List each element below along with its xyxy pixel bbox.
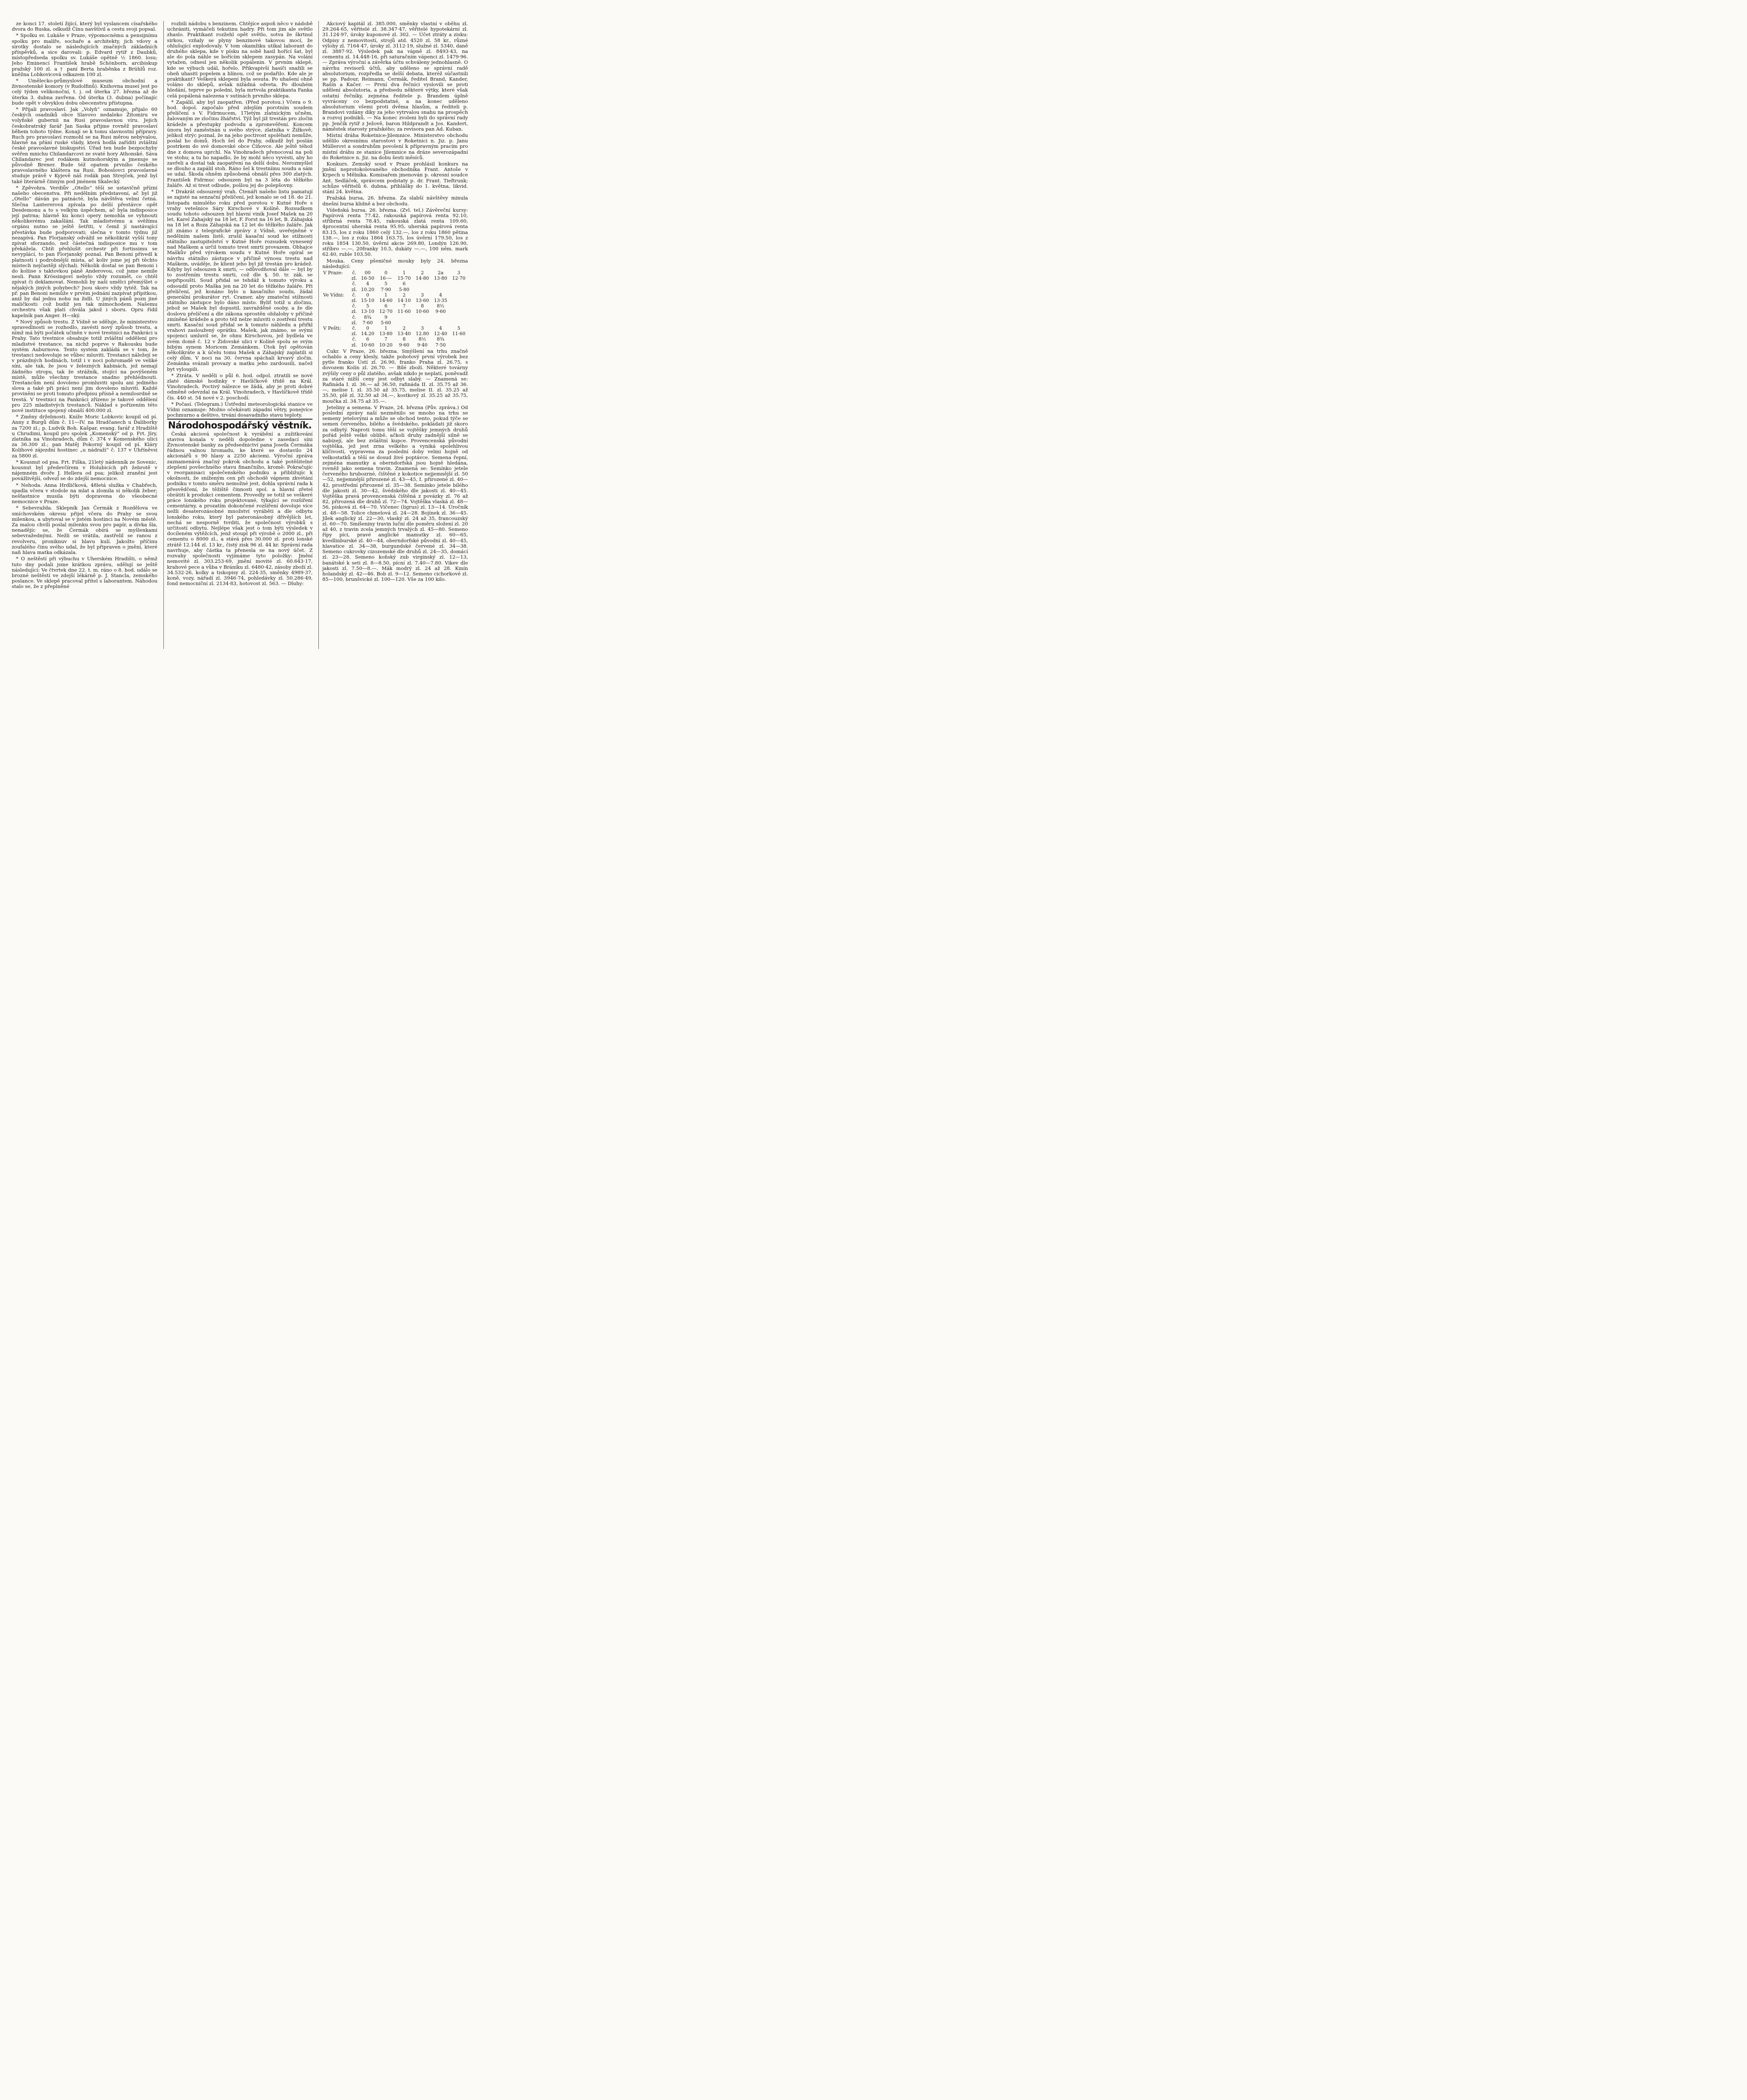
table-cell: 7·60 [363,320,373,326]
table-row [322,326,468,331]
table-cell: č. [352,281,357,287]
market-paragraph: Jeteliny a semena. V Praze, 24. března (Pův. zpráva.) Od poslední zprávy naší nezměnilo se mnoho na trhu se semeny jetelovými a může se obchod tento, pokud týče se semen červeného, bílého a švédského, pokládati již skoro za odbytý. Naproti tomu těší se vojtěšky jemných druhů pořád ještě velké oblibě, ačkoli druhy zadnější silně se nabízejí, ale bez zvláštní kupce. Provencenská původní vojtěška, jež jest zrna velkého a vyniká spolehlivou klíčivostí, vypravena za poslední doby velmi hojně od velkostatků a těší se dosud živé poptávce. Semena řepní, zejména mamutky a oberndorfská jsou hojně hledána, rovněž jako semena travin. Znamená se: Semínko jetele červeného hrubozrné, čištěné z kokotice nejjemnější zl. 50—52, nejjemnější přirozené zl. 43—45, I. přirozené zl. 40—42, prostřední přirozené zl. 35—38. Semínko jetele bílého dle jakosti zl. 30—42, švédského dle jakosti zl. 40—45. Vojtěška pravá provencenská čištěná z povázky zl. 76 až 82, přirozená dle druhů zl. 72—74. Vojtěška vlaská zl. 48—56, písková zl. 64—70. Vičenec (ligrus) zl. 13—14. Úročník zl. 48—58. Tolice chmelová zl. 24—28. Bojínek zl. 36—45. Jílek anglický zl. 22—30, vlaský zl. 24 až 35, francouzský zl. 60—70. Smíšeniny travin luční dle poměru složení zl. 20 až 40, z travin zcela jemných trvalých zl. 45—80. Semeno řípy píci, pravé anglické mamutky zl. 60—65, kvedlinburské zl. 40—44, oberndorfské původní zl. 40—45, hlavatice zl. 34—38, burgundské červené zl. 34—38. Semeno cukrovky cizozemské dle druhů zl. 24—35, domácí zl. 23—28. Semeno koňský zub virginský zl. 12—13, banátské k seti zl. 8—8.50, pícní zl. 7.40—7.80. Vikev dle jakosti zl. 7.50—8.—. Mák modrý zl. 24 až 28. Kmín holandský zl. 42—46. Bob zl. 9—12. Semeno cichorkové zl. 85—100, brunšvické zl. 100—120. Vše za 100 kilo. [322,404,468,583]
table-cell: 13·60 [415,297,429,303]
table-cell: 8½ [418,336,426,342]
table-cell: 6 [402,281,406,287]
table-cell [450,303,468,309]
table-row [322,342,468,348]
table-cell: 4 [439,325,442,331]
table-cell: 13·10 [361,309,375,315]
table-cell: 13·40 [397,331,411,337]
table-cell: 6 [366,336,369,342]
table-cell: č. [352,303,357,309]
table-cell: 8 [402,336,406,342]
column-1 [12,21,159,649]
table-cell: 1 [384,325,388,331]
table-cell [322,298,350,303]
table-cell: 7 [384,336,388,342]
table-cell: 3 [457,270,460,276]
table-cell: zl. [351,320,357,326]
table-cell: 5 [384,281,388,287]
table-cell: 2a [438,270,444,276]
newspaper-page [12,21,470,649]
table-cell: 00 [365,270,371,276]
table-cell: 0 [366,325,369,331]
table-cell: 15·10 [361,297,375,303]
table-cell: 12·70 [452,276,466,281]
table-cell: V Pešti: [323,325,341,331]
table-cell: 11·60 [452,331,466,337]
table-row [322,270,468,276]
column-2 [163,21,315,649]
table-cell: 12·70 [379,309,393,315]
flour-price-table [322,270,468,348]
table-cell: 13·35 [434,297,447,303]
table-cell: 9·60 [399,342,410,348]
table-cell [322,320,350,326]
table-cell: Ve Vídni: [323,292,344,298]
article-paragraph: ze konci 17. století žijící, který byl vyslancem císařského dvora do Ruska, odkudž Čínu navštívil a cestu svoji popsal. [12,21,158,32]
article-paragraph: * Zpěvohra. Verdiův „Otello“ těší se ustavičně přízni našeho obecenstva. Při nedělním představení, ač byl již „Otello“ dáván po patnácté, byla návštěva velmi četná. Slečna Lantererová zpívala po delší přestávce opět Desdemonu a to s velkým úspěchem, ač byla indisposice její patrna; hlavně ku konci opery nemohla se vyhnouti několikerému zakašlání. Tak mladistvému a svěžímu orgánu nutno se ještě šetřiti, v čemž jí nastávající přestávka bude podporovati; slečna v tomto týdnu již nezapívá. Pan Florjanský odvážil se několikrát vyšší tony zpívat sforzando, než částečná indisposice mu v tom překážela. Chtít přehlušit orchestr při fortissimu se nevyplácí, to pan Florjanský poznal. Pan Benoni přivedl k platnosti i podrobnější místa, ač koliv jsme jej při těchto místech nejčastěji slýchali. Několik dostal se pan Benoni i do koliise s taktovkou páně Anderovou, což jsme nemile nesli. Pann Krössingoví nebylo vždy rozumět, co chtěl zpívat či deklamovat. Nemohli by naši umělci přemýšlet o nějakých jiných pohybech? Jsou skoro vždy tytéž. Tak na př. pan Benoni nemůže v prvém jednání zazpívat přípitkou, aniž by dal jednu nohu na židli. U jiných pánů pozn jiné maličkosti: což budiž jen tak mimochodem. Našemu orchestru však platí chvála jakož i sboru. Opru řídil kapelník pan Anger. H—ský. [12,184,158,318]
table-cell [322,331,350,336]
table-row [322,320,468,326]
table-cell: 14.20 [361,331,375,337]
table-cell: zl. [351,309,357,315]
table-cell: 3 [420,292,424,298]
article-paragraph: * Spolku sv. Lukáše v Praze, výpomocnému a pensijnímu spolku pro malíře, sochaře a architekty, jich vdovy a sirotky dostalo se následujících značných základních příspěvků, a sice darovali: p. Edvard rytíř z Daubků, místopředseda spolku sv. Lukáše opětně ½ 1860. losu; Jeho Eminencí František hrabě Schönborn, arcibiskup pražský 100 zl. a † paní Berta hraběnka z Brühlů roz. kněžna Lobkovicová odkazem 100 zl. [12,32,158,77]
table-cell [322,336,350,342]
table-cell [431,315,449,320]
table-cell: zl. [351,297,357,303]
table-cell: 16·50 [361,276,375,281]
table-cell: 13·80 [434,276,447,281]
article-paragraph: * Nehoda. Anna Hrdličková, 48letá služka v Chabřech, spadla včera v stodole na mlat a zlomila si několik žeber; nešťastnice musila býti dopravena do všeobecné nemocnice v Praze. [12,482,158,505]
table-cell [322,342,350,348]
table-cell [450,320,468,326]
article-paragraph: * O neštěstí při výbuchu v Uherském Hradišti, o němž tuto dny podali jsme krátkou zprávu, sdělují se ještě následující: Ve čtvrtek dne 22. t. m. ráno o 8. hod. událo se brozné neštěstí ve zdejší lékárně p. J. Stancla, zemského poslance. Ve sklepě pracoval přítel s laborantem. Náhodou stalo se, že z přeplněné [12,556,158,590]
section-title: Národohospodářský věstník. [168,420,312,431]
table-cell [450,342,468,348]
table-cell: 9·60 [435,309,446,315]
article-paragraph: * Přijali pravoslaví. Jak „Volyň“ oznamuje, přijalo 60 českých osadníků obce Slavovo nedaleko Žitomiru ve volyňské gubernii na Rusi pravoslavnou víru. Jejich českobratrský farář Jan Saska přijme rovněž pravoslaví během tohoto týdne. Konají se k tomu slavnostní přípravy. Ruch pro pravoslaví rozmohl se na Rusi měrou nebývalou, hlavně na přání ruské vlády, která hodlá zaříditi zvláštní české pravoslavné biskupství. Úřad ten bude bezpochyby svěřen mnichu Chilandarcovi ze svaté hory Athonské. Sáva Chilandarec jest rodákem kutnohorským a jmenuje se původně Brener. Bude též opatem prvního českého pravoslavného kláštera na Rusi. Bohoslovci pravoslavné studuje právě v Kyjevě náš rodák pan Strejček, jenž byl také literárně činným pod jménem Skalecký. [12,106,158,184]
table-cell [413,320,431,326]
table-cell: 0 [366,292,369,298]
table-cell [450,292,468,298]
article-paragraph: * Zapálil, aby byl zaopatřen. (Před porotou.) Včera o 9. hod. dopol. započalo před zdejším porotním soudem přelíčení s V. Fidrmucem, 17letým zlatnickým učněm, žalovaným ze zločinu žhářství. Týž byl již trestán pro zločin krádeže a přestupky podvodu a zpronevěření. Koncem února byl zaměstnán u svého strýce, zlatníka v Žižkově; jelikož strýc poznal, že na jeho poctivost spoléhati nemůže, poslal ho domů. Hoch šel do Prahy, odkudž byl poslán postrkem do své domovské obce Číňovce. Ale ještě téhož dne z domova uprchl. Na Vinohradech přenocoval na poli ve stohu; a tu ho napadlo, že by mohl něco vyvésti, aby ho zavřeli a dostal tak zaopatření na delší dobu. Nerozmyšlel se dlouho a zapálil stoh. Ráno šel k trestnímu soudu a sám se udal. Škoda ohněm způsobená obnáší přes 300 zlatých. František Fidrmuc odsouzen byl na 3 léta do těžkého žaláře. Až si trest odbude, pošlou jej do polepšovny. [167,99,313,188]
article-paragraph: * Kousnut od psa. Frt. Fiška, 21letý nádenník ze Sovenic, kousnut byl předevčírem v Holubicích při žebrotě v nájemném dvoře J. Hellera od psa; jelikož zranění jest povážlivější, odvezl se do zdejší nemocnice. [12,459,158,482]
table-cell: zl. [351,331,357,337]
table-cell [450,281,468,286]
table-cell: zl. [351,276,357,281]
table-row [322,303,468,309]
table-cell: 7·50 [435,342,446,348]
table-cell [431,281,449,286]
table-cell: 0 [384,270,388,276]
table-cell: 11·60 [397,309,411,315]
market-paragraph: Konkurs. Zemský soud v Praze prohlásil konkurs na jmění neprotokolovaného obchodníka Frant. Antoše v Krpech u Mělníka. Komisařem jmenován p. okresní soudce Ant. Sedláček, správcem podstaty p. dr. Frant. Tieftrunk; schůze věřitelů 6. dubna, přihlášky do 1. května, likvid. stání 24. května. [322,161,468,195]
table-cell: 9 [384,314,388,320]
table-cell: 8½ [437,303,444,309]
table-cell: 7 [402,303,406,309]
table-cell: č. [352,292,357,298]
table-cell [395,320,413,326]
table-cell: 2 [402,292,406,298]
table-cell: 10.20 [361,286,375,292]
table-row [322,309,468,314]
table-cell [450,298,468,303]
table-cell [322,315,350,320]
table-row [322,336,468,342]
table-cell [322,276,350,281]
table-cell: 7·90 [381,286,391,292]
table-cell: 4 [439,292,442,298]
table-cell: 9·40 [417,342,428,348]
table-cell: č. [352,314,357,320]
article-paragraph: rozbili nádobu s benzinem. Chtějíce aspoň něco v nádobě uchrániti, vymáčeli tekutinu hadry. Při tom jim ale světlo zhaslo. Praktikant rozžehl opět světlo, sotva že škrtnul sirkou, vzňaly se plyny benzinové takovou mocí, že ohlušující explodovaly. V tom okamžiku utíkal laborant do druhého sklepa, kde v písku na sobě hasil hořící šat, byl ale do pola náhle se bořícím sklepem zasypán. Na volání vytažen, odnesl jen několik popálenin. V prvním sklepě, kde se výbuch udál, hořelo. Přikvapivší hasiči snažili se oheň uhasiti popelem a hlínou, což se podařilo. Kde ale je praktikant? Veškerá sklepení byla sesuta. Po uhašení ohně voláno do sklepů, avšak nižádná odveta. Po dlouhém hledání, teprve po poledni, byla mrtvola praktikanta Fanka celá popálená nalezena v sutinách prvního sklepa. [167,21,313,99]
table-cell [450,287,468,292]
market-paragraph: Místní dráha Roketnice-Jilemnice. Ministerstvo obchodu udělilo okresnímu starostovi v Roketnici n. Jiz. p. Janu Müllerovi a sondruhům povolení k přípravným pracím pro místní dráhu ze stanice Jilemnice na dráze severozápadní do Roketnice n. Jiz. na dobu šesti měsíců. [322,132,468,160]
table-cell [395,315,413,320]
table-cell [450,336,468,342]
column-3 [318,21,470,649]
table-row [322,315,468,320]
table-cell [322,303,350,309]
market-paragraph: Pražská bursa, 26. března. Za slabší návštěvy minula dnešní bursa klidně a bez obchodu. [322,195,468,207]
table-cell: 6 [384,303,388,309]
table-cell: 14·60 [379,297,393,303]
table-cell: 3 [420,325,424,331]
article-paragraph: Česká akciová společnost k vyrábění a zužitkování staviva konala v neděli dopoledne v zasedací síni Živnostenské banky za předsednictví pana Josefa Čermáka řádnou valnou hromadu, ke které se dostavilo 24 akcionářů s 90 hlasy a 2250 akciemi. Výroční zpráva zaznamenává značný pokrok obchodu a také potěšitelné zlepšení povšechného stavu finančního, kromě: Pokračujíc v reorganisaci společenského podniku a přibližujíc k okolnosti, že sníženým cen při obchodě vápnem zkvétání podniku v tomto směru nemožné jest, dohla správní rada k přesvědčení, že těžiště činnosti spol. a hlavní zřetel obrátiti k produkci cementem. Provedly se totiž se veškeré práce lonského roku projektované, týkající se rozšíření cementárny, a prozatím dokončené rozšíření dovoluje více nežli desaterozásobné množství vyráběti a dle odbytu lonského roku, který byl pateronásobný dřívějších let, nechá se nesporně tvrditi, že společnost výrobků s určitostí odbytu. Nejlépe však jest o tom býti výsledek v docíleném výtěžcích, jenž stoupl při výrobě o 2000 zl., při cementu o 8000 zl., a stává přes 30.000 zl. proti lonské ztrátě 12.144 zl. 13 kr., čistý zisk 96 zl. 44 kr. Správní rada navrhuje, aby částka ta přenesla se na nový účet. Z rozvahy společnosti vyjímáme tyto položky: Jmění nemovité zl. 303.253·69, jmění movité zl. 60.643·17, krahové pece a vůba v Bráníku zl. 6480·42, zásoby zboží zl. 34.532·26, kolky a tiskopisy zl. 224·35, směnky 4989·37, koně, vozy, nářadí zl. 3946·74, pohledávky zl. 50.286·49, fond nemocniční zl. 2134·83, hotovost zl. 563. — Dluhy: [167,430,313,587]
table-cell: č. [352,325,357,331]
table-cell: 2 [420,270,424,276]
section-rule [167,419,313,420]
table-cell [450,309,468,314]
article-paragraph: * Počasí. (Telegram.) Ústřední meteorologická stanice ve Vídni oznamuje: Možno očekávati západní větry, ponejvíce pochmurno a deštivo, trvání dosavadního stavu teploty. [167,401,313,418]
article-paragraph: * Umělecko-průmyslové museum obchodní a živnostenské komory (v Rudolfinů). Knihovna museí jest po celý týden velikonoční, t. j. od úterka 27. března až do úterka 3. dubna zavřena. Od úterka (3. dubna) počínajíc bude opět v obvyklou dobu obecenstvu přístupna. [12,78,158,106]
table-cell [413,287,431,292]
table-cell [413,315,431,320]
table-row [322,331,468,336]
table-cell: 5·80 [399,286,410,292]
table-cell: 10·60 [361,342,375,348]
table-cell: V Praze: [323,270,343,276]
table-cell: 10·20 [379,342,393,348]
table-cell [413,281,431,286]
table-cell: zl. [351,342,357,348]
table-cell: zl. [351,286,357,292]
table-cell: 13·80 [379,331,393,337]
table-cell: 1 [402,270,406,276]
table-cell: 4 [366,281,369,287]
article-paragraph: * Změny držebnosti. Kníže Moric Lobkovic koupil od pí. Anny z Burgů dům č. 11—IV. na Hradčanech u Daliborky za 7200 zl.; p. Ludvík Boh. Kašpar, evang. farář z Hradiště u Chrudimi, koupil pro spolek „Komenský“ od p. Frt. Jíry, zlatníka na Vinohradech, dům č. 374 v Komenského ulici za 36.300 zl.; pan Matěj Pokorný koupil od pí. Kláry Kolihové zájezdní hostinec „u nádraží“ č. 137 v Uhříněvsi za 5800 zl. [12,414,158,459]
market-paragraph: Mouka. Ceny pšeničné mouky byly 24. března následující: [322,257,468,269]
table-cell: 16·— [380,276,392,281]
table-cell: 5·60 [381,320,391,326]
table-cell: 8¾ [437,336,444,342]
table-cell: 12.80 [415,331,429,337]
table-row [322,292,468,298]
table-cell [322,309,350,314]
table-cell [431,320,449,326]
table-cell: 8 [420,303,424,309]
table-cell: 5 [457,325,460,331]
table-cell: 14·80 [415,276,429,281]
table-cell [322,287,350,292]
market-paragraph: Akciový kapitál zl. 385.000, směnky vlastní v oběhu zl. 29.264·65, věřitelé zl. 38.347·47, věřitelé hypotekární zl. 31.124·97, úroky kuponové zl. 302. — Účet ztráty a zisku: Odpisy z nemovitostí, strojů atd. 4520 zl. 58 kr., různé výlohy zl. 7164·47, úroky zl. 3112·19, služné zl. 5340, daně zl. 3887·92. Výsledek pak na vápně zl. 8493·43, na cementu zl. 14.448·16, při saturačním vápenci zl. 1479·96. — Zpráva výroční a závěrka účtu schváleny jednohlasně. O návrhu revisorů účtů, aby uděleno se správní radě absolutorium, rozpředla se delší debata, kteréž súčastnili se pp. Padour, Reimann, Čermák, ředitel Brand, Kander, Rašín a Kačer. — První dva řečníci vyslovili se proti udělení absolutoria, a předsedu některé výtky, které však ostatní řečníky, zejména ředitele p. Brandem úplně vyvráceny co bezpodstatné, a na konec uděleno absolutorium všemi proti dvěma hlasům, a řediteli p. Brandovi vzdány díky za jeho vytrvalou snahu na prospěch a rozvoj podniků. — Na konec zvoleni byli do správní rady pp. Jenčík rytíř z Ježově, baron Hildprandt a Jos. Kandert, náměstek starosty pražského; za revisora pan Ad. Kuban. [322,21,468,132]
table-cell: 15·70 [397,276,411,281]
table-cell [431,287,449,292]
article-paragraph: * Drakrát odsouzený vrah. Čtenáři našeho listu pamatují se zajisté na senzační přelíčení, jež konalo se od 18. do 21. listopadu minulého roku před porotou v Kutné Hoře s vrahy vetešnice Sáry Kirschové v Kolíně. Rozsudkem soudu tohoto odsouzen byl hlavní viník Josef Mašek na 20 let, Karel Zahajský na 18 let, F. Forst na 16 let, B. Záhajská na 18 let a Roza Záhajská na 12 let do těžkého žaláře. Jak již známo z telegrafické zprávy z Vídně, uveřejněné v nedělním našem listě, zrušil kasační soud ke stížnosti státního zastupitelství v Kutné Hoře rozsudek vynesený nad Maškem a určil tomuto trest smrti provazem. Obhajce Maškův před výrokem soudu v Kutné Hoře opíral se návrhu státního zástupce v příčině výnosu trestu nad Maškem, uváděje, že klient jeho byl již trestán pro krádež. Kdyby byl odsouzen k smrti, — odůvodňoval dále — byl by to zostřením trestu smrti, což dle §. 50. tr. zák. se nepřipouští. Soud přidal se tehdáž k tomuto výroku a odsoudil proto Maška jen na 20 let do těžkého žaláře. Při přelíčení, jež konáno bylo u kasačního soudu, žádal generální prokurátor ryt. Cramer, aby zmateční stížnosti státního zástupce bylo dáno místo. Byliť totiž u zločinu, jehož se Mašek byl dopustil, zavražděné osoby, a že dle doslovu přelíčení a dle zákona sprostěn obžaloby v příčině zmíněné krádeže a proto též nelze mluviti o zostření trestu smrti. Kasační soud přidal se k tomuto náhledu a přiřkl vrahovi zasloužený oprátku. Mašek, jak známo, se svými spojenci umluvil se, že ohnu Kirschovou, jež bydlela ve svém domě č. 12 v Židovské ulici v Kolíně spolu se svým bibým synem Moricem Zemánkem. Útok byl opětován několikráte a k účelu tomu Mašek a Záhajský zaplatili si celý dům. V noci na 30. června spáchali krvavý zločin. Zemánka svázali provazy a matku jeho zardousili, načež byt vyloupili. [167,189,313,372]
table-row [322,281,468,286]
table-row [322,298,468,303]
table-cell: 14·10 [397,297,411,303]
table-cell: 5 [366,303,369,309]
table-cell: č. [352,336,357,342]
article-paragraph: * Nový způsob trestu. Z Vídně se sděluje, že ministerstvo spravedlnosti se rozhodlo, zavésti nový způsob trestu, a nímž má býti počátek učiněn v nové trestnici na Pankráci u Prahy. Tato trestnice obsahuje totiž zvláštní oddělení pro mladistvé trestance, na nichž poprve v Rakousku bude systém Auburnova. Tento systém zakládá se v tom, že trestanci nedovoluje se vůbec mluviti. Trestanci náležejí se v prázdných hodinách, totiž i v noci pohromadě ve veliké síni, ale tak, že jsou v železných kabinách, jež nemají žádného stropu, tak že strážník, stojící na povýšeném místě, může všechny trestance snadno přehlédnouti. Trestancům není dovoleno promluviti spolu ani jediného slova a také při práci není jim dovoleno mluviti. Každé proviněni se proti tomuto předpisu přísně a nemilosrdně se trestá. V trestnici na Pankráci zřízeno je takové oddělení pro 225 mladistvých trestanců. Náklad s pořízením této nové instituce spojený obnáší 400.000 zl. [12,318,158,414]
table-row [322,276,468,281]
article-paragraph: * Ztráta. V neděli o půl 6. hod. odpol. ztratili se nové zlaté dámské hodinky v Havlíčkově třídě na Král. Vinohradech. Poctivý nálezce se žádá, aby je proti dobré odměně odevzdal na Král. Vinohradech, v Havlíčkově třídě čís. 440 st. 54 nové v 2. poschodí. [167,372,313,401]
article-paragraph: * Sebevražda. Sklepník Jan Čermák z Rozdělova ve smíchovském okresu přijel včera do Prahy se svou milenkou, a ubytoval se v jistém hostinci na Novém městě. Za malou chvíli poslal milenku svou pro papír, a dívka šla, nenadějíc se, že Čermák obírá se myšlenkami sebevražednými. Nežli se vrátila, zastřelil se ranou z revolveru, proniknuv si hlavu kulí. Jakožto příčinu zoufalého činu svého udal, že byl připraven o jmění, které naň hlava matka odkázala. [12,505,158,556]
table-cell: 2 [402,325,406,331]
table-cell: 12·40 [434,331,447,337]
table-cell: č. [352,270,357,276]
table-row [322,287,468,292]
market-paragraph: Cukr. V Praze, 26. března. Smýšlení na trhu značně ochablo a ceny klesly, takže pohotový první výrobek bez pytle franko Ústí zl. 26.90, franko Praha zl. 26.75, s dovozem Kolín zl. 26.70. — Bílé zboží. Některé továrny zvýšily ceny o půl zlatého, avšak nikdo je neplatí, poněvadž za staré nižší ceny jest odbyt slabý. — Znamená se: Rafináda I. zl. 36.— až 36.50, rafináda II. zl. 35.75 až 36.—, melise I. zl. 35.50 až 35.75, melise II. zl. 35.25 až 35.50, plě zl. 32.50 až 34.—, kostkový zl. 35.25 až 35.75, moučka zl. 34.75 až 35.—. [322,348,468,404]
market-paragraph: Vídeňská bursa, 26. března. (Zvl. tel.) Závěreční kursy: Papírová renta 77.42, rakouská papírová renta 92.10, stříbrná renta 78.45, rakouská zlatá renta 109.60, 4procentní uherská renta 95.95, uherská papírová renta 83.15, los z roku 1860 celý 132.—, los z roku 1860 pětina 138.—, los z roku 1864 163.75, los úvěrní 179.50, los z roku 1854 130.50, úvěrní akcie 269.80, Londýn 126.90, stříbro —.—, 20franky 10.5, dukáty —.—, 100 něm. mark 62.40, ruble 103.50. [322,207,468,257]
table-cell: 8¾ [364,314,372,320]
table-cell: 1 [384,292,388,298]
table-cell [450,315,468,320]
table-cell: 10·60 [415,309,429,315]
table-cell [322,281,350,286]
